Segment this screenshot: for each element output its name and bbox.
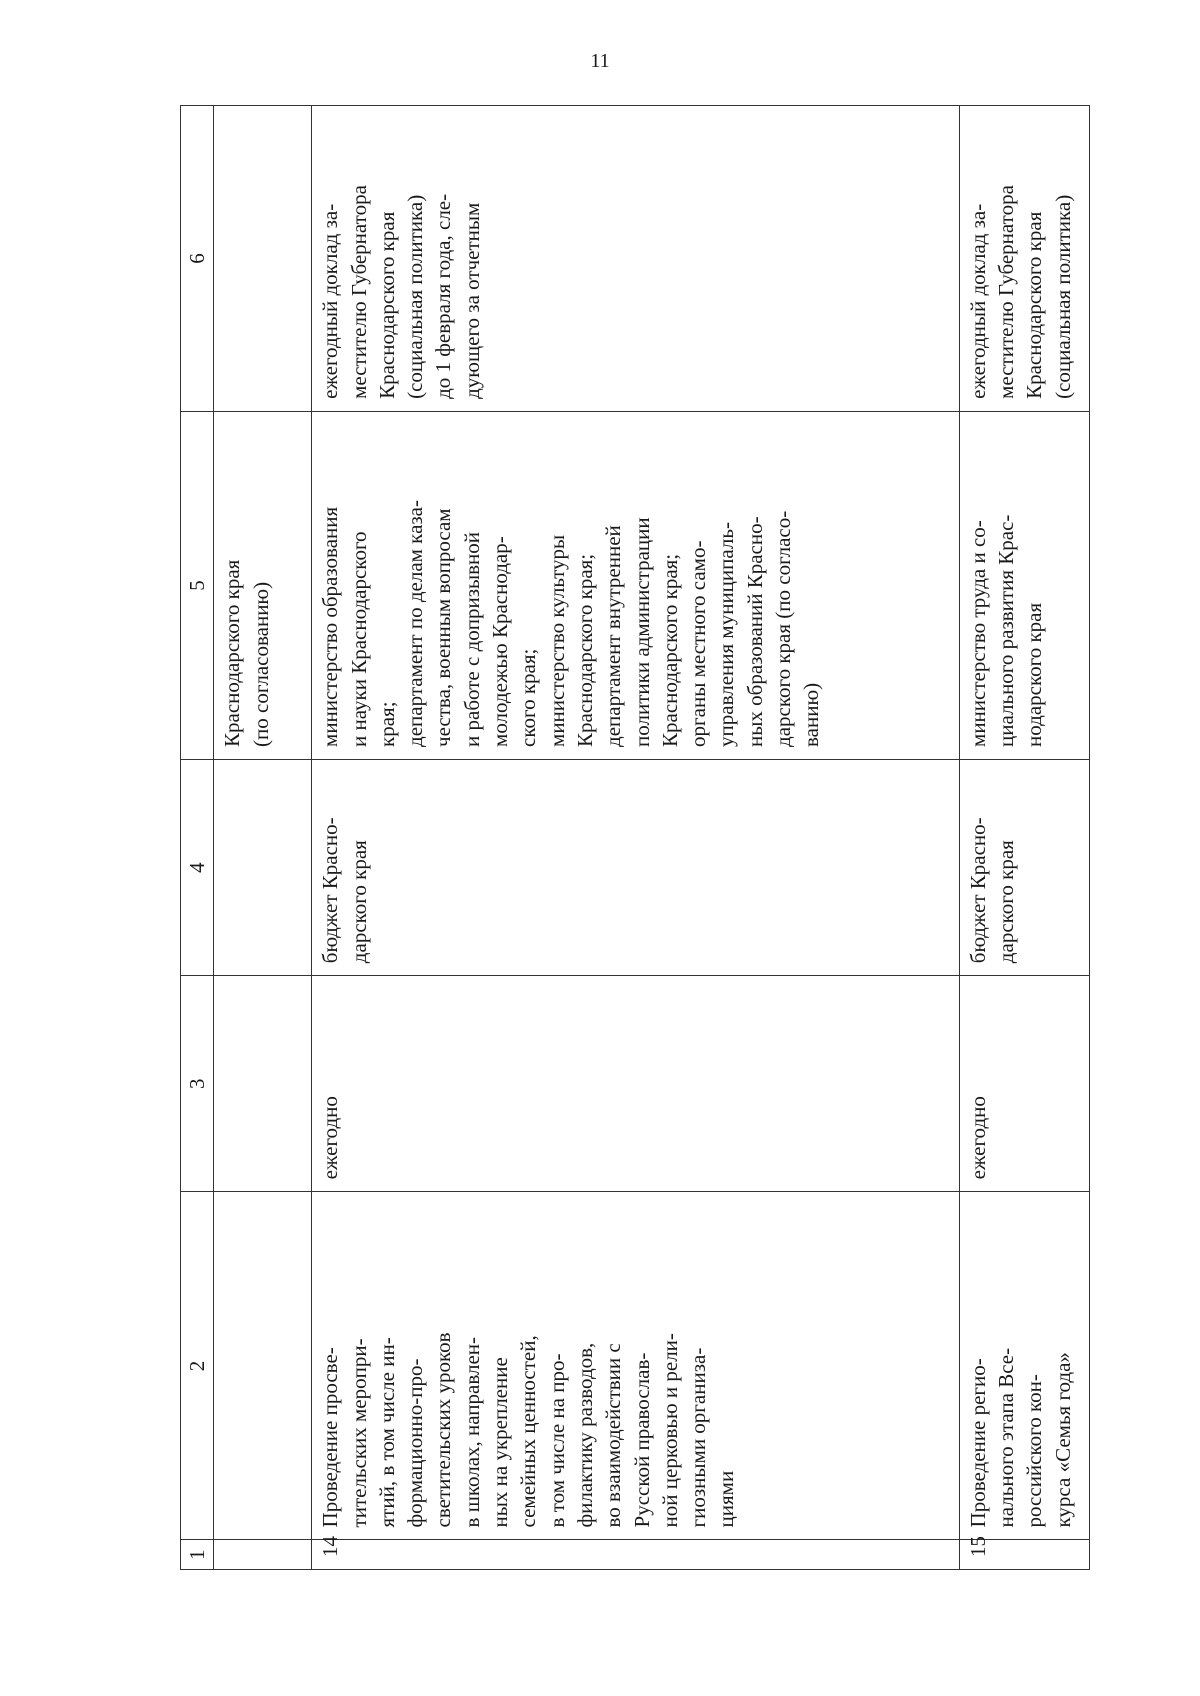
header-row — [181, 106, 214, 1570]
continuation-executors-cell: Краснодарского края (по согласованию) — [214, 411, 312, 759]
row-number-cell: 14 — [312, 1540, 959, 1570]
table-row — [312, 106, 959, 1570]
term-cell: ежегодно — [312, 976, 959, 1192]
executors-cell: министерство труда и со- циального развития Крас- нодарского края — [959, 411, 1089, 759]
continuation-cell-6 — [214, 106, 312, 412]
continuation-cell-4 — [214, 759, 312, 975]
header-cell-4: 4 — [181, 759, 214, 975]
result-cell: ежегодный доклад за- местителю Губернатора Краснодарского края (социальная политика) до 1 февраля года, сле- дующего за отчетным — [312, 106, 959, 412]
continuation-cell-3 — [214, 976, 312, 1192]
page-number: 11 — [590, 50, 610, 72]
table-row — [959, 106, 1089, 1570]
header-cell-1: 1 — [181, 1540, 214, 1570]
result-cell: ежегодный доклад за- местителю Губернатора Краснодарского края (социальная политика) — [959, 106, 1089, 412]
rotated-table — [180, 105, 1090, 1570]
continuation-cell-1 — [214, 1540, 312, 1570]
event-cell: Проведение регио- нального этапа Все- российского кон- курса «Семья года» — [959, 1192, 1089, 1540]
event-cell: Проведение просве- тительских меропри- ятий, в том числе ин- формационно-про- светительских уроков в школах, направлен- ных на укрепление семейных ценностей, в том числе на про- филактику разводов, во взаимодействии с Русской православ- ной церковью и рели- гиозными организа- циями — [312, 1192, 959, 1540]
header-cell-6: 6 — [181, 106, 214, 412]
header-cell-5: 5 — [181, 411, 214, 759]
measures-table — [180, 105, 1090, 1570]
executors-cell: министерство образования и науки Краснодарского края; департамент по делам каза- чества, военным вопросам и работе с допризывной молодежью Краснодар- ского края; министерство культуры Краснодарского края; департамент внутренней политики администрации Краснодарского края; органы местного само- управления муниципаль- ных образований Красно- дарского края (по согласо- ванию) — [312, 411, 959, 759]
term-cell: ежегодно — [959, 976, 1089, 1192]
header-cell-3: 3 — [181, 976, 214, 1192]
header-cell-2: 2 — [181, 1192, 214, 1540]
measures-table-container — [180, 105, 1090, 1570]
continuation-cell-2 — [214, 1192, 312, 1540]
row-number-cell: 15 — [959, 1540, 1089, 1570]
continuation-row — [214, 106, 312, 1570]
funding-cell: бюджет Красно- дарского края — [312, 759, 959, 975]
funding-cell: бюджет Красно- дарского края — [959, 759, 1089, 975]
